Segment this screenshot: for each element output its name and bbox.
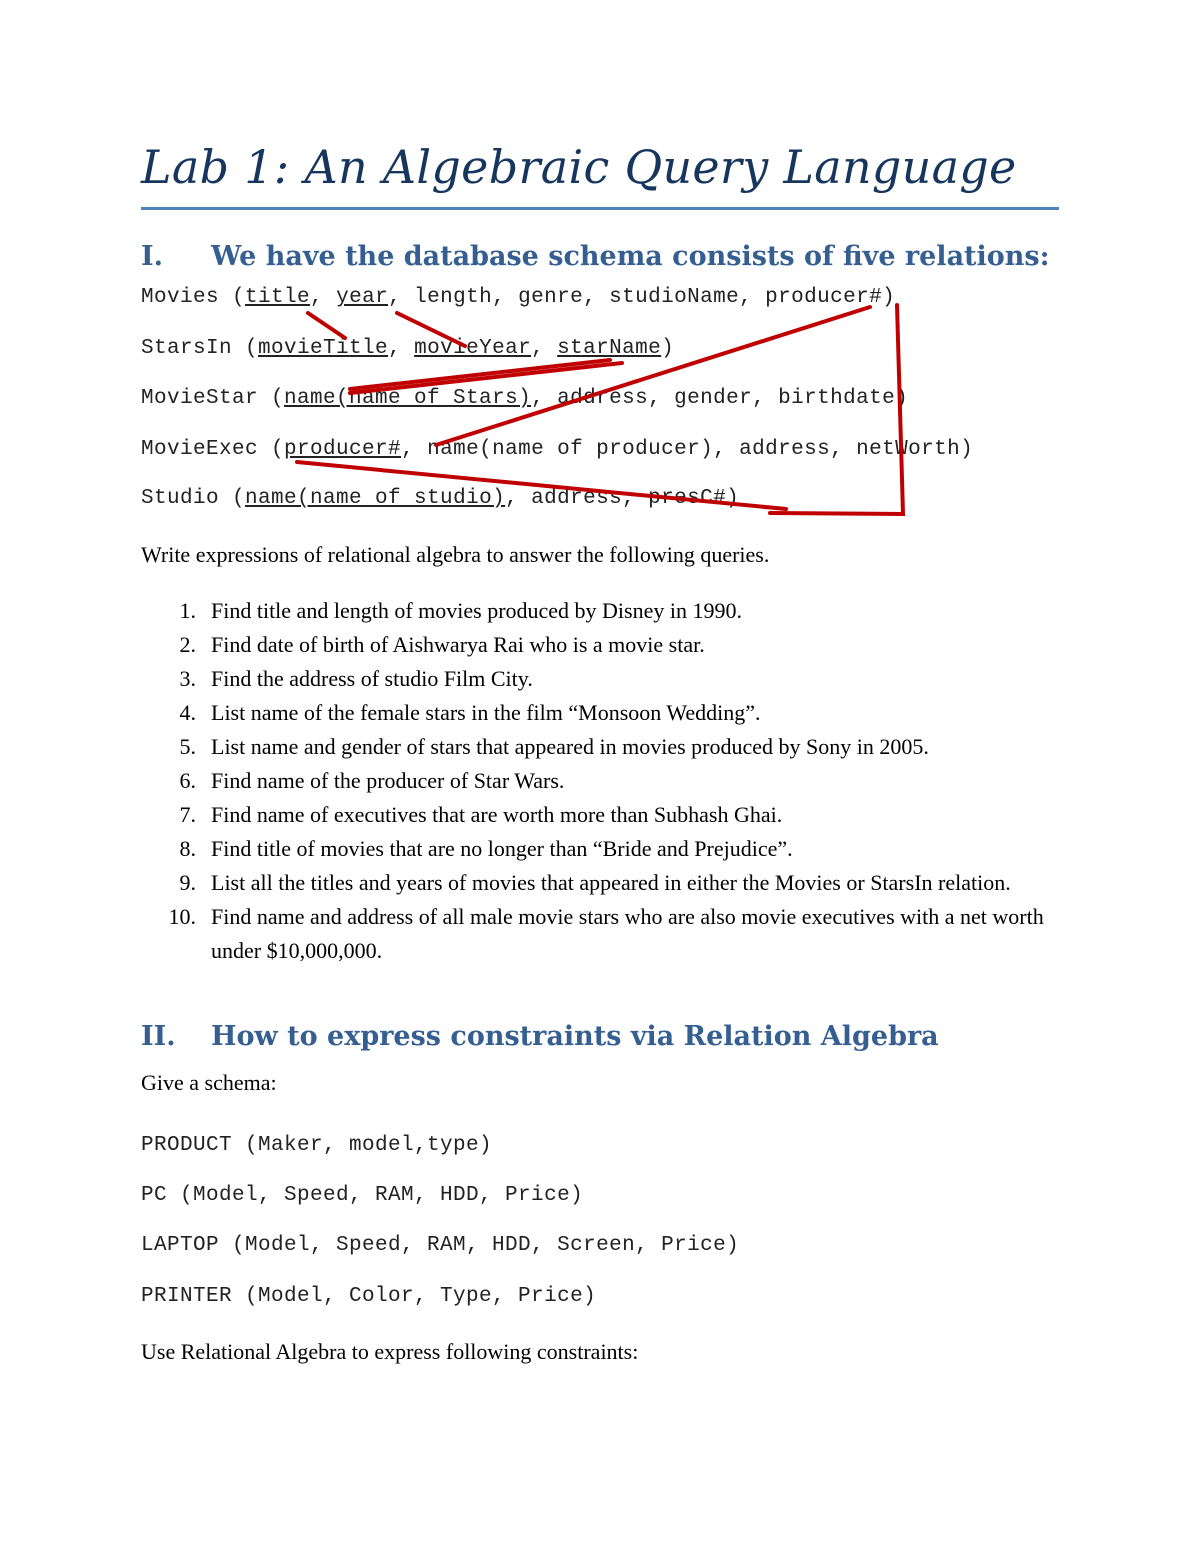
query-number: 3. [179, 666, 196, 691]
query-text: Find name and address of all male movie stars who are also movie executives with a net worth under $10,000,000. [211, 904, 1044, 963]
schema-text: , name(name of producer), address, netWorth) [401, 438, 974, 461]
query-text: List all the titles and years of movies that appeared in either the Movies or StarsIn relation. [211, 870, 1011, 895]
query-item [141, 798, 1071, 832]
fk-line-title-movietitle [308, 313, 345, 338]
query-item [141, 662, 1071, 696]
query-item [141, 866, 1071, 900]
key-attribute: movieTitle [258, 337, 389, 360]
query-text: Find title of movies that are no longer than “Bride and Prejudice”. [211, 836, 793, 861]
query-number: 8. [179, 836, 196, 861]
query-number: 4. [179, 700, 196, 725]
fk-line-starname-name-2 [350, 360, 610, 389]
schema-text: , [531, 337, 558, 360]
schema-text: ) [661, 337, 675, 360]
product-schema-line: PC (Model, Speed, RAM, HDD, Price) [141, 1184, 584, 1207]
query-text: Find name of executives that are worth more than Subhash Ghai. [211, 802, 783, 827]
query-number: 6. [179, 768, 196, 793]
query-text: List name and gender of stars that appeared in movies produced by Sony in 2005. [211, 734, 929, 759]
query-item [141, 594, 1071, 628]
schema-text: , [310, 286, 337, 309]
query-number: 7. [179, 802, 196, 827]
key-attribute: name(name of studio) [245, 487, 506, 510]
section-2-number: II. [141, 1021, 176, 1052]
query-item [141, 900, 1071, 968]
query-text: Find the address of studio Film City. [211, 666, 533, 691]
product-schema-line: PRINTER (Model, Color, Type, Price) [141, 1285, 597, 1308]
query-number: 9. [179, 870, 196, 895]
schema-text: Studio ( [141, 487, 246, 510]
fk-line-producer-exec [436, 307, 870, 445]
schema-line-movieexec [141, 438, 973, 461]
schema-text: , address, gender, birthdate) [531, 387, 909, 410]
page-title: Lab 1: An Algebraic Query Language [141, 140, 1017, 194]
query-text: Find title and length of movies produced by Disney in 1990. [211, 598, 742, 623]
schema-line-moviestar [141, 387, 908, 410]
query-item [141, 832, 1071, 866]
section-1-title: We have the database schema consists of five relations: [211, 241, 1050, 272]
query-number: 1. [179, 598, 196, 623]
schema-line-movies [141, 286, 895, 309]
key-attribute: name(name of Stars) [284, 387, 532, 410]
query-number: 5. [179, 734, 196, 759]
query-list [141, 594, 1071, 968]
key-attribute: movieYear [414, 337, 532, 360]
query-text: Find date of birth of Aishwarya Rai who is a movie star. [211, 632, 705, 657]
schema-line-studio [141, 487, 739, 510]
schema-text: Movies ( [141, 286, 246, 309]
query-text: Find name of the producer of Star Wars. [211, 768, 565, 793]
constraints-intro-text: Use Relational Algebra to express following constraints: [141, 1339, 639, 1364]
query-number: 2. [179, 632, 196, 657]
schema-text: , length, genre, studioName, producer#) [388, 286, 896, 309]
section-1-heading [141, 241, 1050, 272]
query-item [141, 628, 1071, 662]
schema-text: StarsIn ( [141, 337, 259, 360]
key-attribute: year [336, 286, 389, 309]
product-schema-line: PRODUCT (Maker, model,type) [141, 1134, 493, 1157]
schema-text: MovieStar ( [141, 387, 285, 410]
schema-text: , address, presC#) [505, 487, 740, 510]
section-2-heading [141, 1021, 939, 1052]
section-2-title: How to express constraints via Relation Algebra [211, 1021, 939, 1052]
key-attribute: starName [557, 337, 662, 360]
schema-text: , [388, 337, 415, 360]
query-text: List name of the female stars in the film “Monsoon Wedding”. [211, 700, 761, 725]
product-schema-line: LAPTOP (Model, Speed, RAM, HDD, Screen, Price) [141, 1234, 740, 1257]
query-item [141, 764, 1071, 798]
schema-intro-text: Give a schema: [141, 1070, 277, 1095]
query-item [141, 730, 1071, 764]
title-underline [141, 207, 1059, 210]
instruction-text: Write expressions of relational algebra to answer the following queries. [141, 542, 770, 567]
query-number: 10. [168, 904, 196, 929]
section-1-number: I. [141, 241, 164, 272]
schema-text: MovieExec ( [141, 438, 285, 461]
schema-line-starsin [141, 337, 674, 360]
query-item [141, 696, 1071, 730]
key-attribute: title [245, 286, 311, 309]
key-attribute: producer# [284, 438, 402, 461]
